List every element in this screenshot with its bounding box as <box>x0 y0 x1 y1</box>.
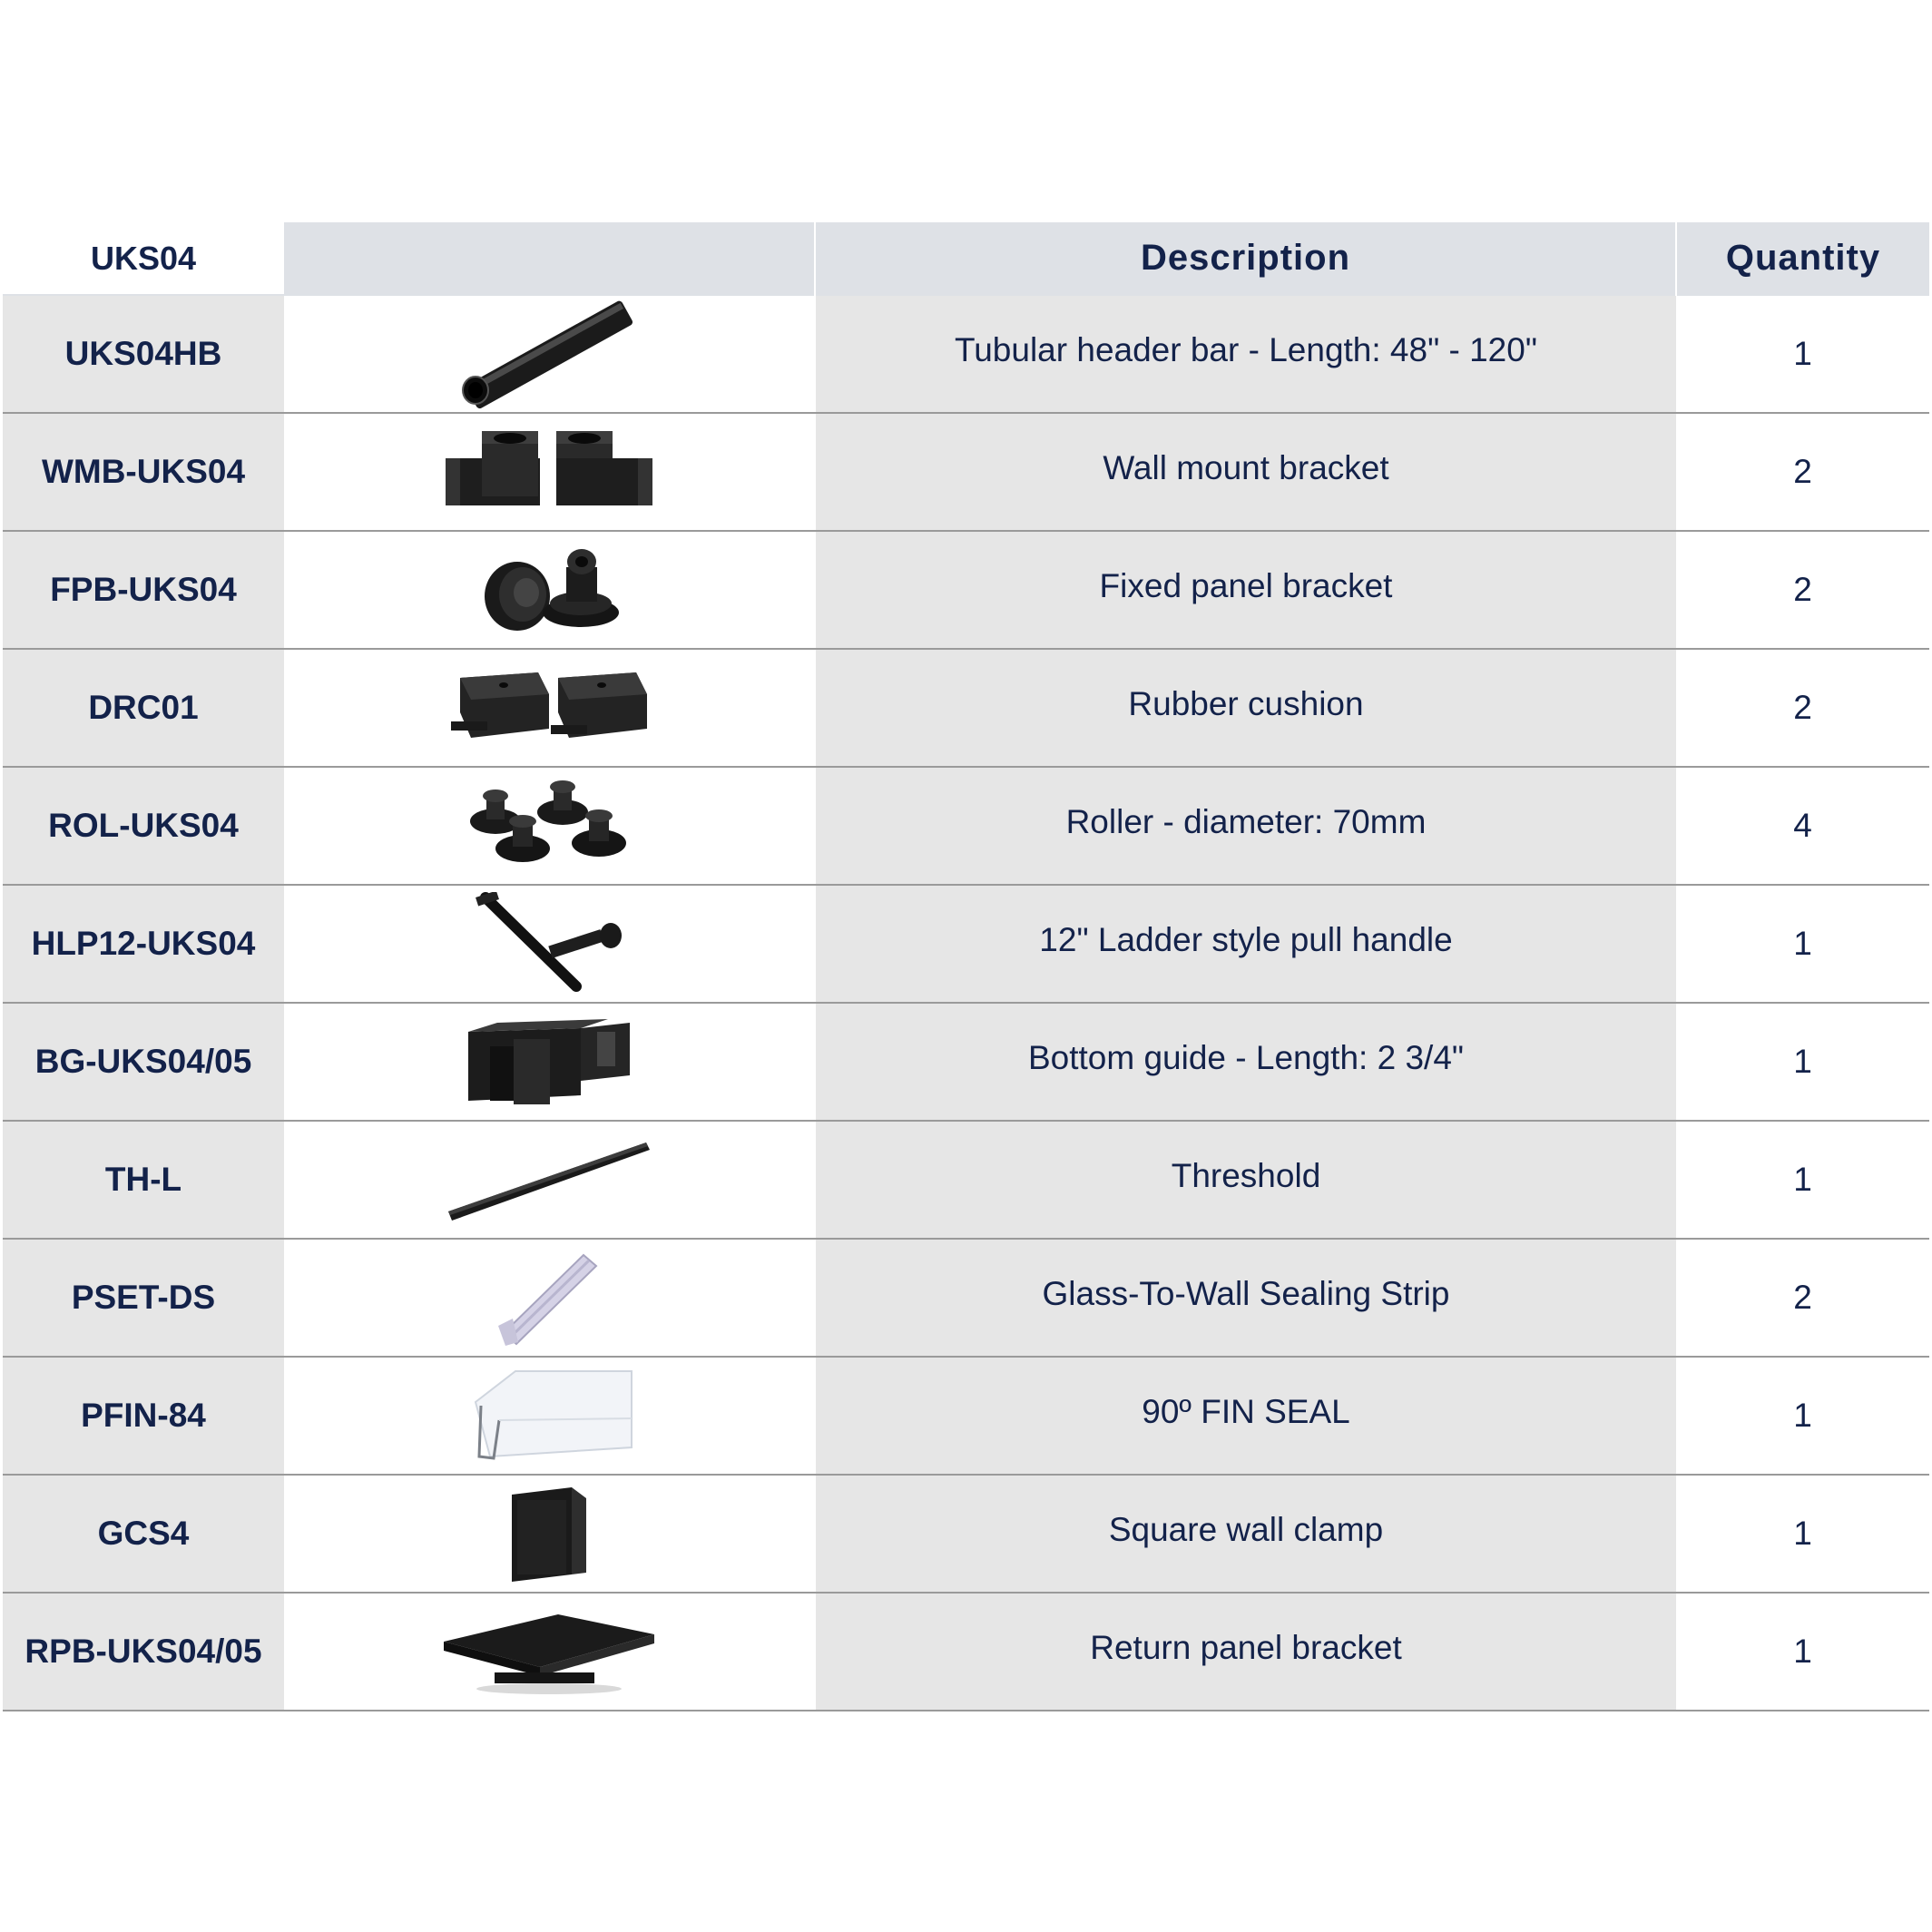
part-quantity: 2 <box>1676 1239 1929 1357</box>
part-description: Roller - diameter: 70mm <box>815 767 1676 885</box>
part-quantity: 1 <box>1676 1003 1929 1121</box>
part-description: Bottom guide - Length: 2 3/4" <box>815 1003 1676 1121</box>
parts-table <box>3 222 1929 1711</box>
table-header-row <box>3 222 1929 295</box>
part-code: ROL-UKS04 <box>3 767 284 885</box>
part-code: UKS04HB <box>3 295 284 413</box>
part-quantity: 1 <box>1676 1593 1929 1711</box>
part-description: Tubular header bar - Length: 48" - 120" <box>815 295 1676 413</box>
part-description: Wall mount bracket <box>815 413 1676 531</box>
part-description: Glass-To-Wall Sealing Strip <box>815 1239 1676 1357</box>
part-quantity: 4 <box>1676 767 1929 885</box>
part-image <box>284 413 815 531</box>
table-row <box>3 1357 1929 1475</box>
table-row <box>3 295 1929 413</box>
table-row <box>3 531 1929 649</box>
part-description: Rubber cushion <box>815 649 1676 767</box>
table-row <box>3 413 1929 531</box>
part-code: FPB-UKS04 <box>3 531 284 649</box>
wall-clamp-icon <box>499 1482 599 1586</box>
part-description: Return panel bracket <box>815 1593 1676 1711</box>
part-quantity: 2 <box>1676 531 1929 649</box>
part-quantity: 1 <box>1676 1121 1929 1239</box>
part-code: HLP12-UKS04 <box>3 885 284 1003</box>
table-row <box>3 1003 1929 1121</box>
panel-bracket-icon <box>472 540 626 640</box>
roller-icon <box>463 776 635 876</box>
part-quantity: 1 <box>1676 1357 1929 1475</box>
threshold-icon <box>445 1130 653 1230</box>
part-description: 12" Ladder style pull handle <box>815 885 1676 1003</box>
sealing-strip-icon <box>485 1246 613 1350</box>
part-quantity: 1 <box>1676 295 1929 413</box>
table-row <box>3 1239 1929 1357</box>
wall-bracket-icon <box>440 422 658 522</box>
part-image <box>284 295 815 413</box>
part-description: Fixed panel bracket <box>815 531 1676 649</box>
tube-bar-icon <box>449 298 649 411</box>
table-row <box>3 885 1929 1003</box>
table-row <box>3 1475 1929 1593</box>
header-description: Description <box>815 222 1676 295</box>
part-code: BG-UKS04/05 <box>3 1003 284 1121</box>
header-image <box>284 222 815 295</box>
header-quantity: Quantity <box>1676 222 1929 295</box>
part-image <box>284 1003 815 1121</box>
part-image <box>284 1239 815 1357</box>
part-image <box>284 885 815 1003</box>
part-code: GCS4 <box>3 1475 284 1593</box>
part-code: RPB-UKS04/05 <box>3 1593 284 1711</box>
rubber-cushion-icon <box>449 658 649 758</box>
part-description: Square wall clamp <box>815 1475 1676 1593</box>
part-code: TH-L <box>3 1121 284 1239</box>
table-row <box>3 1593 1929 1711</box>
pull-handle-icon <box>467 892 631 996</box>
table-row <box>3 767 1929 885</box>
part-quantity: 1 <box>1676 885 1929 1003</box>
part-quantity: 1 <box>1676 1475 1929 1593</box>
bottom-guide-icon <box>463 1012 635 1112</box>
part-quantity: 2 <box>1676 413 1929 531</box>
part-image <box>284 1357 815 1475</box>
part-quantity: 2 <box>1676 649 1929 767</box>
part-code: PSET-DS <box>3 1239 284 1357</box>
part-description: 90º FIN SEAL <box>815 1357 1676 1475</box>
part-image <box>284 1593 815 1711</box>
part-image <box>284 531 815 649</box>
part-image <box>284 767 815 885</box>
part-code: PFIN-84 <box>3 1357 284 1475</box>
part-image <box>284 649 815 767</box>
table-row <box>3 1121 1929 1239</box>
part-image <box>284 1475 815 1593</box>
return-bracket-icon <box>440 1602 658 1702</box>
part-description: Threshold <box>815 1121 1676 1239</box>
table-row <box>3 649 1929 767</box>
part-image <box>284 1121 815 1239</box>
header-code: UKS04 <box>3 222 284 295</box>
part-code: DRC01 <box>3 649 284 767</box>
fin-seal-icon <box>463 1366 635 1466</box>
part-code: WMB-UKS04 <box>3 413 284 531</box>
